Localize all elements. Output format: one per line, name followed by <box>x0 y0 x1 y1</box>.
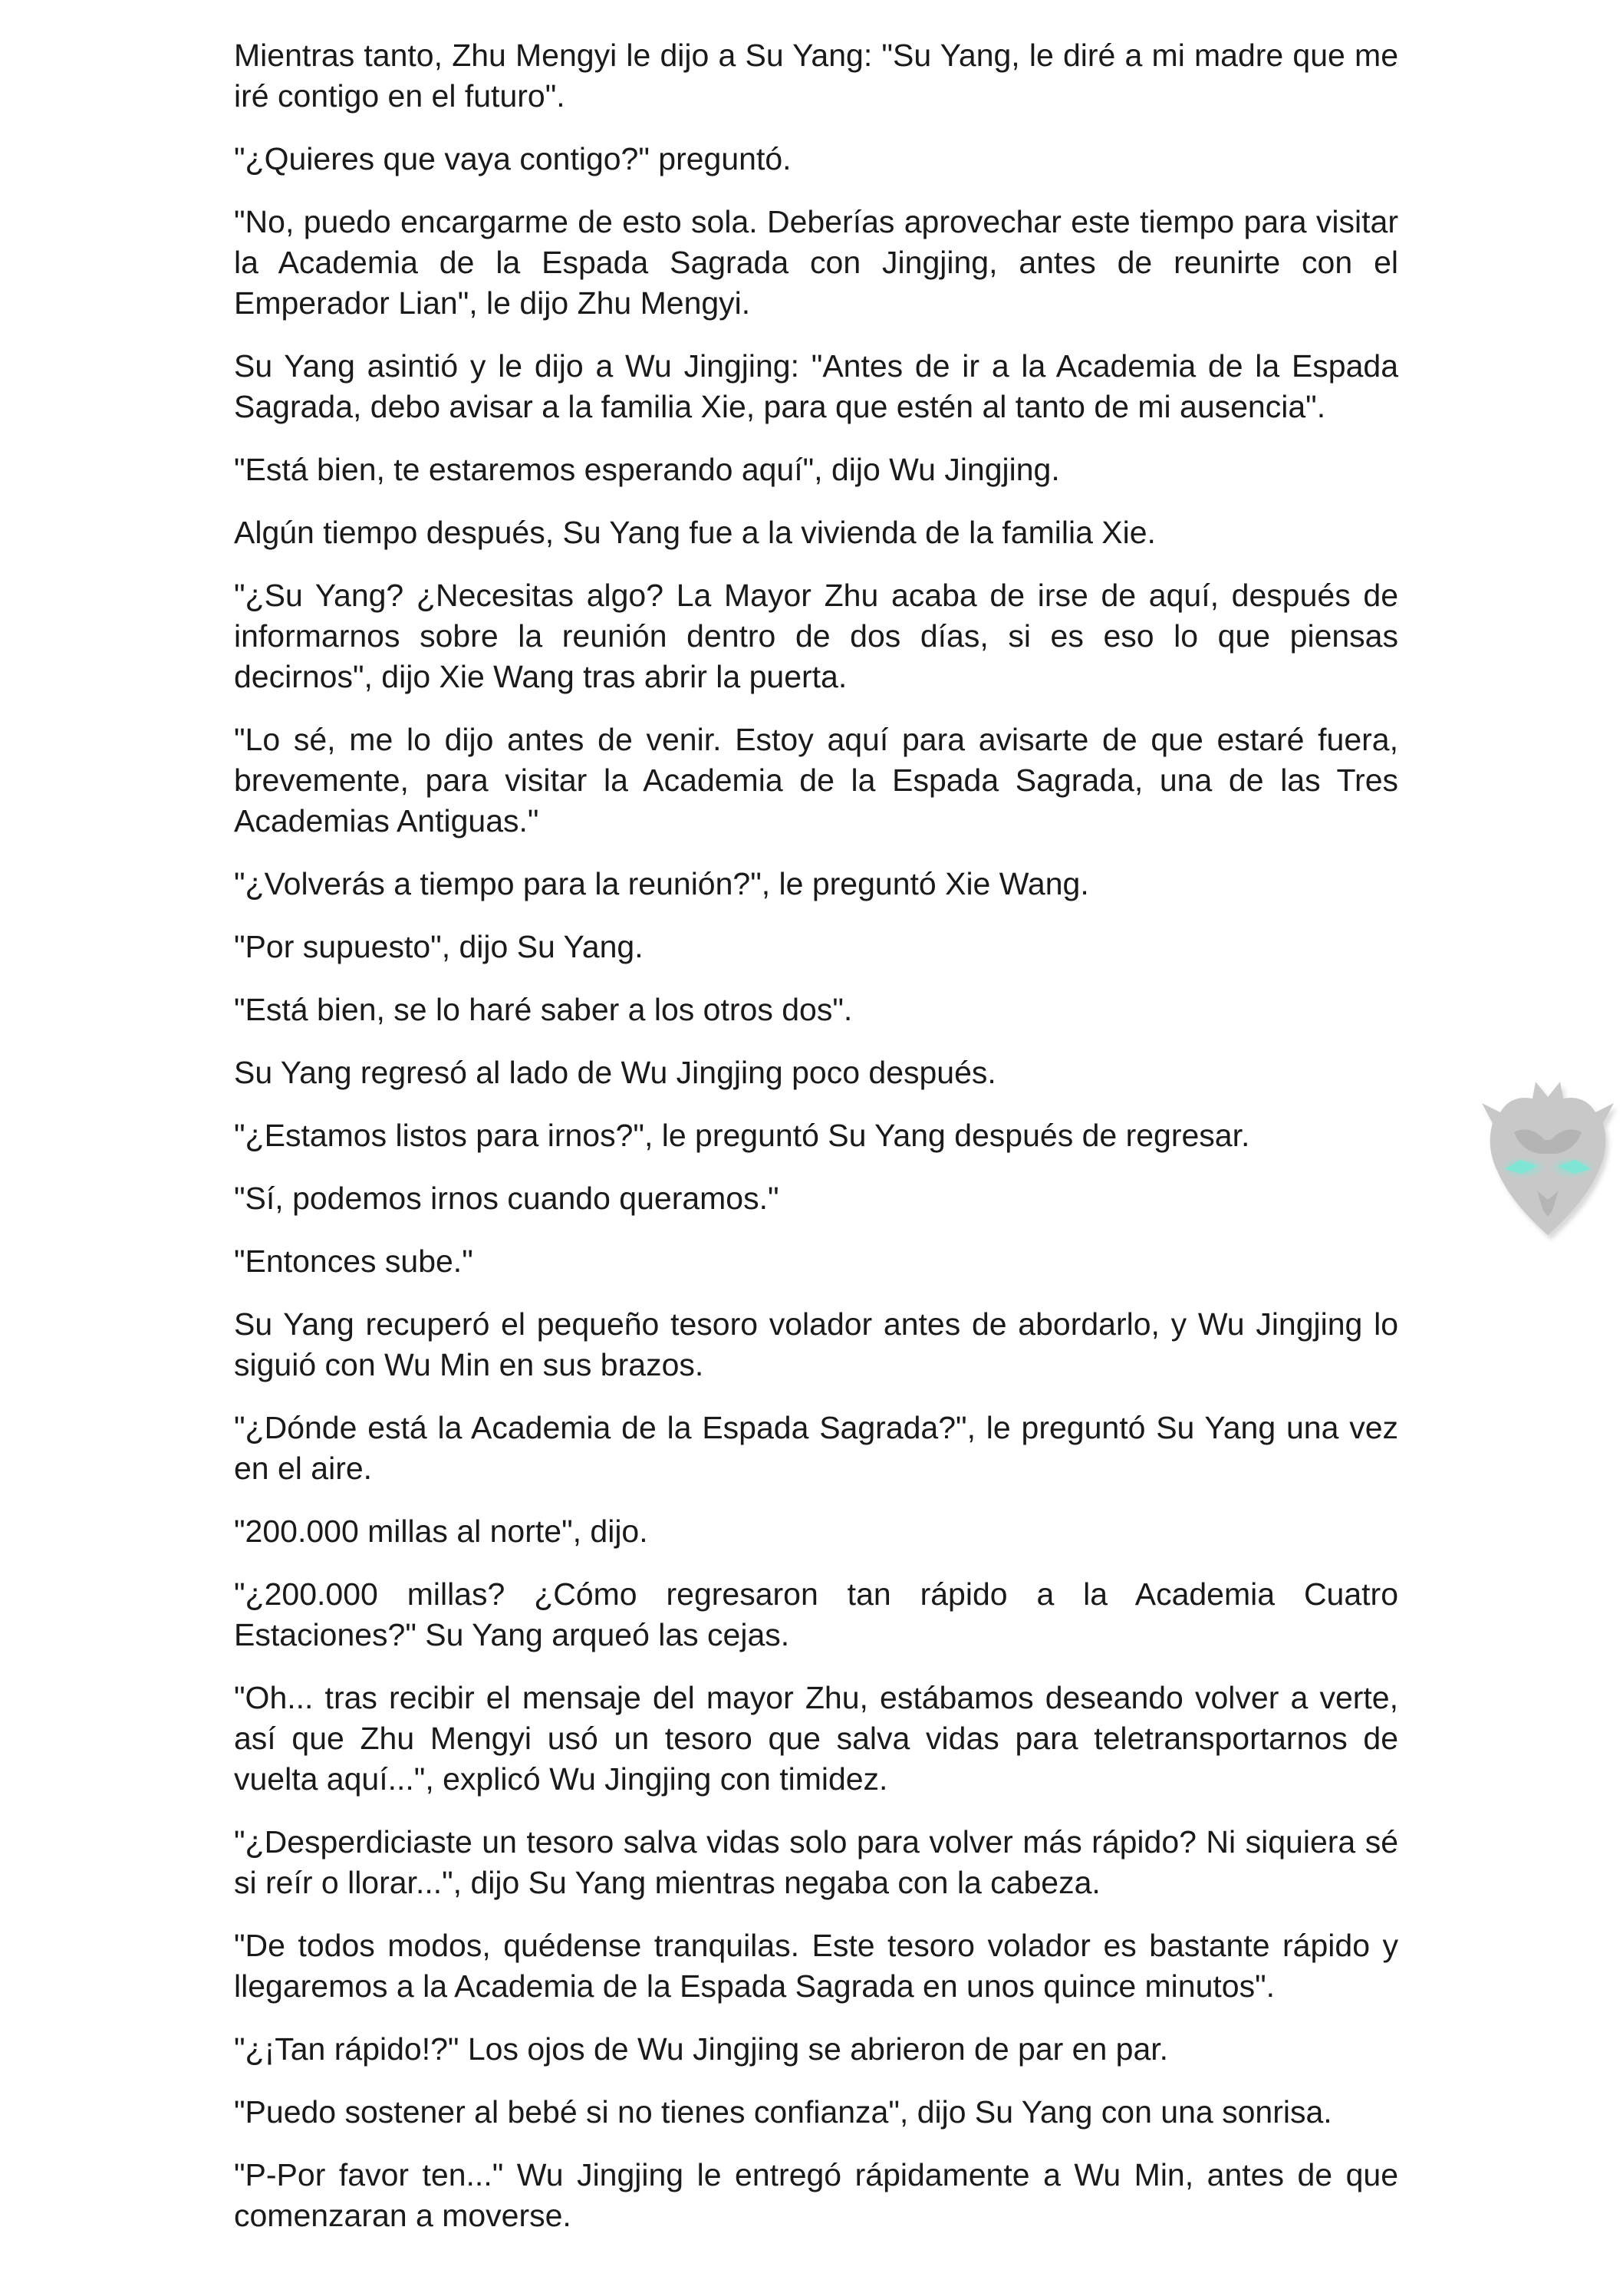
paragraph-22: "De todos modos, quédense tranquilas. Este tesoro volador es bastante rápido y llegaremos a la Academia de la Espada Sagrada en unos quince minutos". <box>234 1928 1398 2004</box>
paragraph-16: Su Yang recuperó el pequeño tesoro volador antes de abordarlo, y Wu Jingjing lo siguió con Wu Min en sus brazos. <box>234 1306 1398 1382</box>
document-body <box>234 35 1398 2258</box>
paragraph-18: "200.000 millas al norte", dijo. <box>234 1514 648 1549</box>
paragraph-3: "No, puedo encargarme de esto sola. Deberías aprovechar este tiempo para visitar la Academia de la Espada Sagrada con Jingjing, antes de reunirte con el Emperador Lian", le dijo Zhu Mengyi. <box>234 204 1398 321</box>
paragraph-12: Su Yang regresó al lado de Wu Jingjing poco después. <box>234 1055 996 1090</box>
paragraph-17: "¿Dónde está la Academia de la Espada Sagrada?", le preguntó Su Yang una vez en el aire. <box>234 1410 1398 1486</box>
paragraph-15: "Entonces sube." <box>234 1244 473 1279</box>
paragraph-20: "Oh... tras recibir el mensaje del mayor Zhu, estábamos deseando volver a verte, así que Zhu Mengyi usó un tesoro que salva vidas para teletransportarnos de vuelta aquí...", explicó Wu Jingjing con timidez. <box>234 1680 1398 1797</box>
demon-mask-icon <box>1471 1076 1621 1244</box>
paragraph-23: "¿¡Tan rápido!?" Los ojos de Wu Jingjing se abrieron de par en par. <box>234 2031 1169 2067</box>
paragraph-9: "¿Volverás a tiempo para la reunión?", le preguntó Xie Wang. <box>234 866 1089 901</box>
paragraph-25: "P-Por favor ten..." Wu Jingjing le entregó rápidamente a Wu Min, antes de que comenzaran a moverse. <box>234 2157 1398 2233</box>
paragraph-11: "Está bien, se lo haré saber a los otros dos". <box>234 992 853 1027</box>
paragraph-1: Mientras tanto, Zhu Mengyi le dijo a Su Yang: "Su Yang, le diré a mi madre que me iré contigo en el futuro". <box>234 38 1398 114</box>
paragraph-21: "¿Desperdiciaste un tesoro salva vidas solo para volver más rápido? Ni siquiera sé si reír o llorar...", dijo Su Yang mientras negaba con la cabeza. <box>234 1824 1398 1900</box>
paragraph-19: "¿200.000 millas? ¿Cómo regresaron tan rápido a la Academia Cuatro Estaciones?" Su Yang arqueó las cejas. <box>234 1576 1398 1652</box>
paragraph-2: "¿Quieres que vaya contigo?" preguntó. <box>234 141 792 176</box>
paragraph-14: "Sí, podemos irnos cuando queramos." <box>234 1181 779 1216</box>
paragraph-24: "Puedo sostener al bebé si no tienes confianza", dijo Su Yang con una sonrisa. <box>234 2094 1332 2130</box>
paragraph-7: "¿Su Yang? ¿Necesitas algo? La Mayor Zhu acaba de irse de aquí, después de informarnos sobre la reunión dentro de dos días, si es eso lo que piensas decirnos", dijo Xie Wang tras abrir la puerta. <box>234 578 1398 694</box>
paragraph-13: "¿Estamos listos para irnos?", le preguntó Su Yang después de regresar. <box>234 1118 1250 1153</box>
paragraph-8: "Lo sé, me lo dijo antes de venir. Estoy aquí para avisarte de que estaré fuera, brevemente, para visitar la Academia de la Espada Sagrada, una de las Tres Academias Antiguas." <box>234 722 1398 838</box>
paragraph-6: Algún tiempo después, Su Yang fue a la vivienda de la familia Xie. <box>234 515 1156 550</box>
paragraph-4: Su Yang asintió y le dijo a Wu Jingjing: "Antes de ir a la Academia de la Espada Sagrada, debo avisar a la familia Xie, para que estén al tanto de mi ausencia". <box>234 348 1398 424</box>
paragraph-5: "Está bien, te estaremos esperando aquí", dijo Wu Jingjing. <box>234 452 1060 487</box>
paragraph-10: "Por supuesto", dijo Su Yang. <box>234 929 644 964</box>
